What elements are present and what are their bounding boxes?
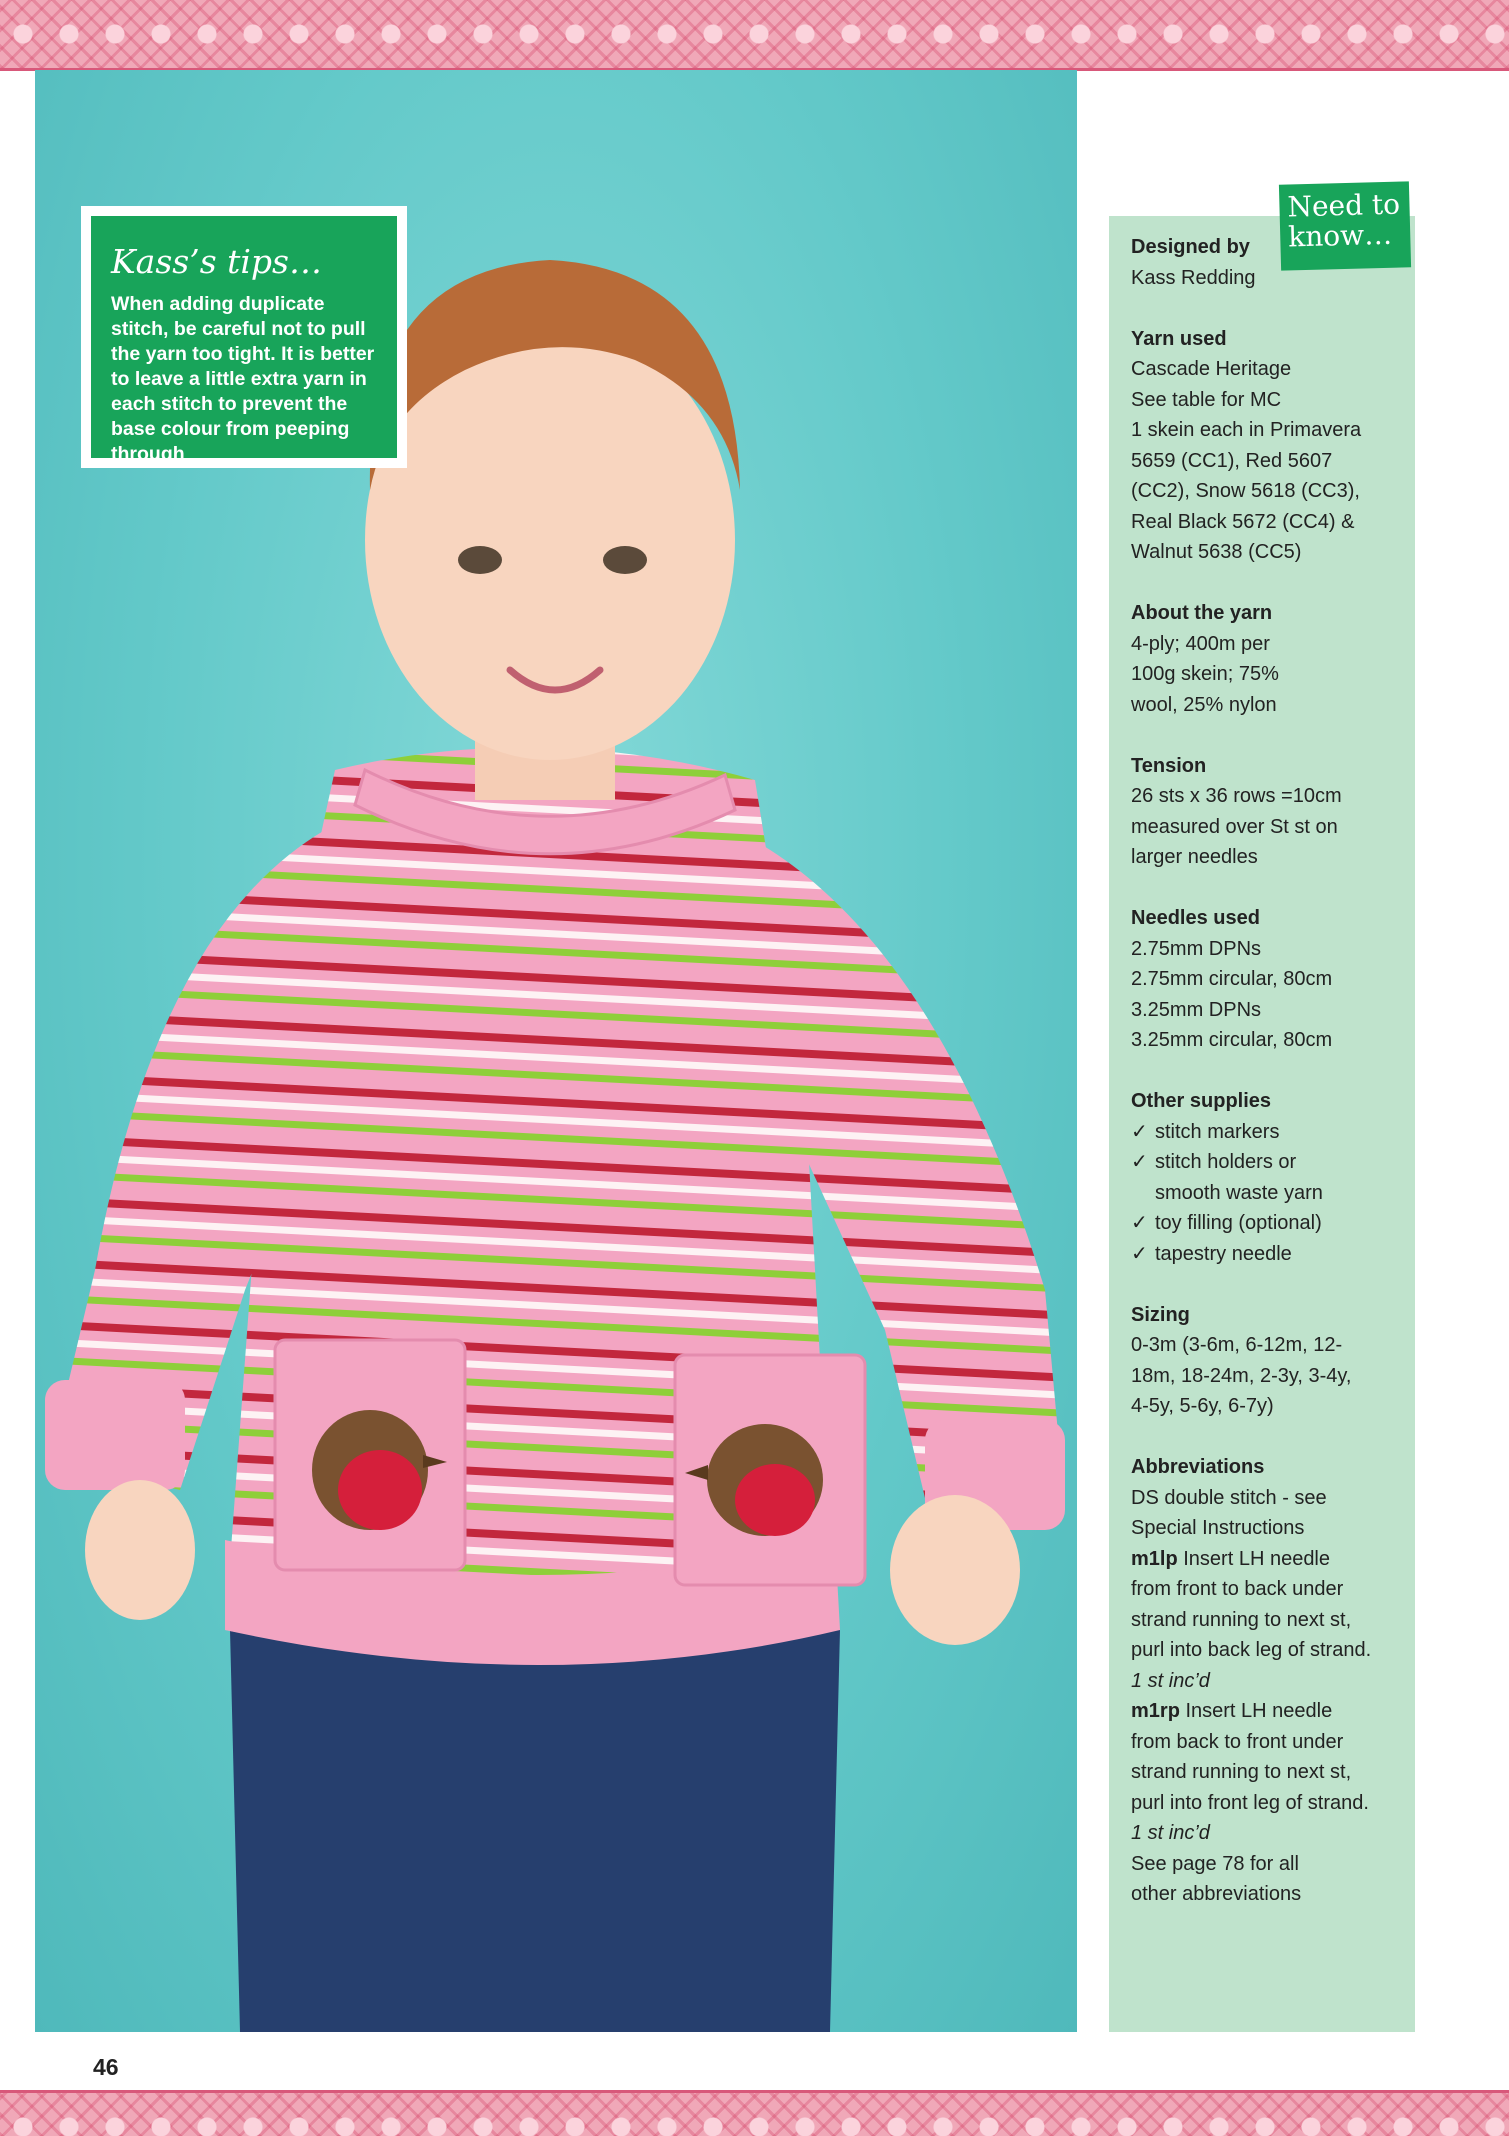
abbreviations-heading: Abbreviations: [1131, 1456, 1265, 1478]
yarn-used-line: See table for MC: [1131, 388, 1282, 411]
abbr-m1rp-line: strand running to next st,: [1131, 1761, 1352, 1783]
supply-item-text: tapestry needle: [1155, 1242, 1292, 1265]
badge-line-2: know…: [1287, 217, 1393, 254]
need-to-know-badge: [1279, 181, 1411, 270]
yarn-used-line: 5659 (CC1), Red 5607: [1131, 449, 1333, 472]
abbr-m1lp-first: Insert LH needle: [1177, 1547, 1331, 1570]
tension-line: larger needles: [1131, 846, 1258, 868]
sizing-line: 4-5y, 5-6y, 6-7y): [1131, 1395, 1274, 1417]
needles-heading: Needles used: [1131, 907, 1260, 929]
tension-heading: Tension: [1131, 754, 1207, 777]
abbr-m1rp-line: from back to front under: [1131, 1730, 1344, 1753]
yarn-used-section: [1131, 324, 1407, 568]
designed-by-value: Kass Redding: [1131, 266, 1256, 289]
sizing-section: [1131, 1300, 1407, 1422]
abbr-m1lp-line: from front to back under: [1131, 1578, 1344, 1600]
supply-item: [1131, 1117, 1407, 1148]
needles-line: 3.25mm DPNs: [1131, 998, 1262, 1021]
check-icon: ✓: [1131, 1212, 1148, 1234]
top-decorative-border: [0, 0, 1509, 71]
about-yarn-heading: About the yarn: [1131, 602, 1273, 624]
needles-line: 3.25mm circular, 80cm: [1131, 1029, 1333, 1051]
yarn-used-line: Cascade Heritage: [1131, 358, 1292, 380]
check-icon: ✓: [1131, 1151, 1148, 1173]
supply-item-text: toy filling (optional): [1155, 1212, 1322, 1234]
yarn-used-heading: Yarn used: [1131, 327, 1227, 350]
tension-line: 26 sts x 36 rows =10cm: [1131, 785, 1342, 807]
abbr-m1rp-line: purl into front leg of strand.: [1131, 1791, 1369, 1814]
abbr-ds-line: Special Instructions: [1131, 1517, 1305, 1539]
kass-tips-box: [81, 206, 407, 468]
designed-by-heading: Designed by: [1131, 236, 1250, 258]
yarn-used-line: 1 skein each in Primavera: [1131, 419, 1362, 441]
needles-line: 2.75mm DPNs: [1131, 937, 1262, 960]
page-number: 46: [93, 2054, 119, 2080]
abbr-m1rp-inc: 1 st inc’d: [1131, 1822, 1210, 1844]
check-icon: ✓: [1131, 1120, 1148, 1143]
abbr-m1rp-first: Insert LH needle: [1179, 1700, 1333, 1722]
yarn-used-line: (CC2), Snow 5618 (CC3),: [1131, 480, 1360, 502]
supply-item: [1131, 1239, 1407, 1270]
abbr-m1lp-line: purl into back leg of strand.: [1131, 1639, 1372, 1661]
supply-item-text: stitch markers: [1155, 1120, 1280, 1143]
tips-text: When adding duplicate stitch, be careful not to pull the yarn too tight. It is better to leave a little extra yarn in each stitch to prevent the base colour from peeping through: [111, 293, 375, 465]
about-yarn-line: 100g skein; 75%: [1131, 663, 1279, 685]
abbr-m1lp-inc: 1 st inc’d: [1131, 1669, 1210, 1692]
about-yarn-line: wool, 25% nylon: [1131, 693, 1277, 716]
abbr-footer-line: other abbreviations: [1131, 1883, 1302, 1905]
supplies-heading: Other supplies: [1131, 1090, 1272, 1112]
supply-item: [1131, 1147, 1407, 1208]
needles-line: 2.75mm circular, 80cm: [1131, 968, 1333, 990]
about-yarn-section: [1131, 598, 1407, 720]
check-icon: ✓: [1131, 1242, 1148, 1265]
supply-item-continuation: smooth waste yarn: [1155, 1181, 1323, 1204]
bottom-decorative-border: [0, 2090, 1509, 2136]
about-yarn-line: 4-ply; 400m per: [1131, 632, 1270, 655]
abbr-m1lp: [1131, 1544, 1407, 1575]
needles-section: [1131, 903, 1407, 1056]
tension-line: measured over St st on: [1131, 815, 1338, 838]
abbr-m1rp-term: m1rp: [1131, 1700, 1180, 1722]
tension-section: [1131, 751, 1407, 873]
abbr-footer-line: See page 78 for all: [1131, 1852, 1299, 1875]
sizing-line: 0-3m (3-6m, 6-12m, 12-: [1131, 1334, 1343, 1356]
sizing-heading: Sizing: [1131, 1303, 1190, 1326]
yarn-used-line: Walnut 5638 (CC5): [1131, 541, 1302, 563]
sizing-line: 18m, 18-24m, 2-3y, 3-4y,: [1131, 1364, 1352, 1387]
supply-item: [1131, 1208, 1407, 1239]
supplies-section: [1131, 1086, 1407, 1269]
abbr-ds-line: DS double stitch - see: [1131, 1486, 1327, 1509]
abbr-m1lp-term: m1lp: [1131, 1547, 1178, 1570]
yarn-used-line: Real Black 5672 (CC4) &: [1131, 510, 1355, 533]
supply-item-text: stitch holders or: [1155, 1151, 1297, 1173]
badge-line-1: Need to: [1287, 187, 1401, 224]
abbr-m1rp: [1131, 1696, 1407, 1727]
need-to-know-content: [1131, 232, 1407, 1940]
abbr-m1lp-line: strand running to next st,: [1131, 1608, 1352, 1631]
tips-title: Kass’s tips…: [111, 242, 322, 281]
abbreviations-section: [1131, 1452, 1407, 1910]
